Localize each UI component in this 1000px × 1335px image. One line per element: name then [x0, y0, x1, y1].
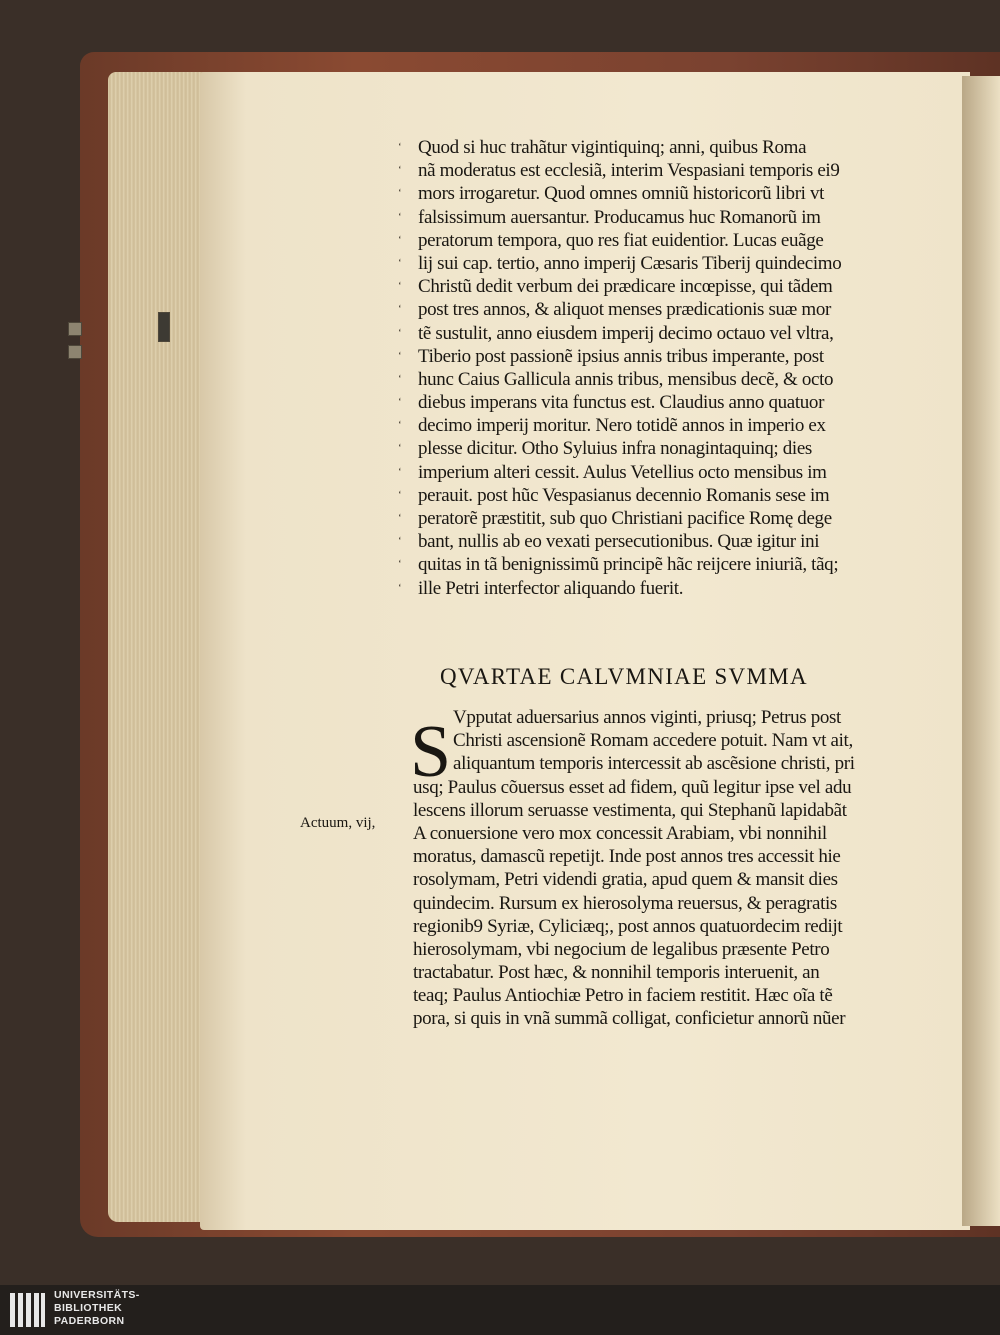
body-text-block — [413, 706, 973, 1031]
text-line: imperium alteri cessit. Aulus Vetellius octo mensibus im — [418, 461, 827, 483]
drop-capital: S — [410, 711, 452, 793]
section-heading: QVARTAE CALVMNIAE SVMMA — [440, 664, 808, 689]
clasp — [68, 322, 82, 336]
facing-page-edge — [962, 76, 1000, 1226]
library-logo-icon — [8, 1289, 48, 1331]
library-name-line: UNIVERSITÄTS- — [54, 1289, 140, 1301]
text-line: decimo imperij moritur. Nero totidẽ annos in imperio ex — [418, 415, 826, 437]
text-line: tẽ sustulit, anno eiusdem imperij decimo octauo vel vltra, — [418, 322, 834, 344]
text-line: bant, nullis ab eo vexati persecutionibus. Quæ igitur ini — [418, 531, 820, 553]
text-line: mors irrogaretur. Quod omnes omniũ historicorũ libri vt — [418, 183, 825, 205]
text-line: teaq; Paulus Antiochiæ Petro in faciem restitit. Hæc oĩa tẽ — [413, 985, 833, 1007]
text-line: Christi ascensionẽ Romam accedere potuit. Nam vt ait, — [453, 730, 853, 752]
text-line: plesse dicitur. Otho Syluius infra nonagintaquinq; dies — [418, 438, 812, 460]
text-line: Vpputat aduersarius annos viginti, priusq; Petrus post — [453, 707, 841, 728]
text-line: quindecim. Rursum ex hierosolyma reuersus, & peragratis — [413, 892, 837, 914]
text-line: moratus, damascũ repetijt. Inde post annos tres accessit hie — [413, 846, 841, 868]
text-line: peratorum tempora, quo res fiat euidentior. Lucas euãge — [418, 229, 824, 251]
text-line: hunc Caius Gallicula annis tribus, mensibus decẽ, & octo — [418, 368, 834, 390]
text-line: peratorẽ præstitit, sub quo Christiani pacifice Romę dege — [418, 508, 832, 529]
text-line: falsissimum auersantur. Producamus huc Romanorũ im — [418, 206, 821, 228]
text-line: perauit. post hũc Vespasianus decennio Romanis sese im — [418, 484, 830, 506]
text-line: Quod si huc trahãtur vigintiquinq; anni, quibus Roma — [418, 137, 807, 158]
text-line: lij sui cap. tertio, anno imperij Cæsaris Tiberij quindecimo — [418, 252, 842, 274]
text-line: pora, si quis in vnã summã colligat, conficietur annorũ nũer — [413, 1008, 846, 1030]
text-line: hierosolymam, vbi negocium de legalibus præsente Petro — [413, 938, 830, 960]
text-line: rosolymam, Petri videndi gratia, apud quem & mansit dies — [413, 869, 838, 891]
text-line: post tres annos, & aliquot menses prædicationis suæ mor — [418, 299, 831, 321]
text-line: usq; Paulus cõuersus esset ad fidem, quũ legitur ipse vel adu — [413, 776, 852, 798]
clasp-bar — [158, 312, 170, 342]
text-line: diebus imperans vita functus est. Claudius anno quatuor — [418, 392, 825, 414]
clasp — [68, 345, 82, 359]
text-line: ille Petri interfector aliquando fuerit. — [418, 577, 684, 599]
marginal-note: Actuum, vij, — [300, 815, 376, 831]
text-line: nã moderatus est ecclesiã, interim Vespasiani temporis ei9 — [418, 160, 840, 182]
text-line: tractabatur. Post hæc, & nonnihil temporis interuenit, an — [413, 962, 820, 984]
text-line: regionib9 Syriæ, Cyliciæq;, post annos quatuordecim redijt — [413, 915, 843, 937]
text-line: A conuersione vero mox concessit Arabiam, vbi nonnihil — [413, 822, 827, 844]
text-line: quitas in tã benignissimũ principẽ hãc reijcere iniuriã, tãq; — [418, 554, 839, 576]
text-block: ‘ Quod si huc trahãtur vigintiquinq; anni, quibus Roma ‘ nã moderatus est ecclesiã, interim Vespasiani temporis ei9 ‘ mors irrogaretur. Quod omnes omniũ historicorũ libri vt ‘ falsissimum auersantur. Producamus huc Romanorũ im ‘ peratorum tempora, quo res fiat euidentior. Lucas euãge ‘ lij sui cap. tertio, anno imperij Cæsaris Tiberij quindecimo ‘ Christũ dedit verbum dei prædicare incœpisse, qui tãdem ‘ post tres annos, & aliquot menses prædicationis suæ mor ‘ tẽ sustulit, anno eiusdem imperij decimo octauo vel vltra, ‘ Tiberio post passionẽ ipsius annis tribus imperante, post ‘ hunc Caius Gallicula annis tribus, mensibus decẽ, & octo ‘ diebus imperans vita functus est. Claudius anno quatuor ‘ decimo imperij moritur. Nero totidẽ annos in imperio ex ‘ plesse dicitur. Otho Syluius infra nonagintaquinq; dies ‘ imperium alteri cessit. Aulus Vetellius octo mensibus im ‘ perauit. post hũc Vespasianus decennio Romanis sese im ‘ peratorẽ præstitit, sub quo Christiani pacifice Romę dege ‘ bant, nullis ab eo vexati persecutionibus. Quæ igitur ini ‘ quitas in tã benignissimũ principẽ hãc reijcere iniuriã, tãq; ‘ ille Petri interfector aliquando fuerit. — [398, 137, 842, 599]
text-line: Christũ dedit verbum dei prædicare incœpisse, qui tãdem — [418, 276, 833, 298]
text-line: aliquantum temporis intercessit ab ascẽsione christi, pri — [453, 753, 855, 775]
library-name-line: BIBLIOTHEK — [54, 1302, 123, 1314]
library-name-line: PADERBORN — [54, 1315, 125, 1327]
page-edges — [108, 72, 208, 1222]
library-name — [54, 1289, 140, 1328]
footer-bar — [0, 1285, 1000, 1335]
text-line: lescens illorum seruasse vestimenta, qui Stephanũ lapidabãt — [413, 799, 847, 821]
text-line: Tiberio post passionẽ ipsius annis tribus imperante, post — [418, 345, 824, 367]
